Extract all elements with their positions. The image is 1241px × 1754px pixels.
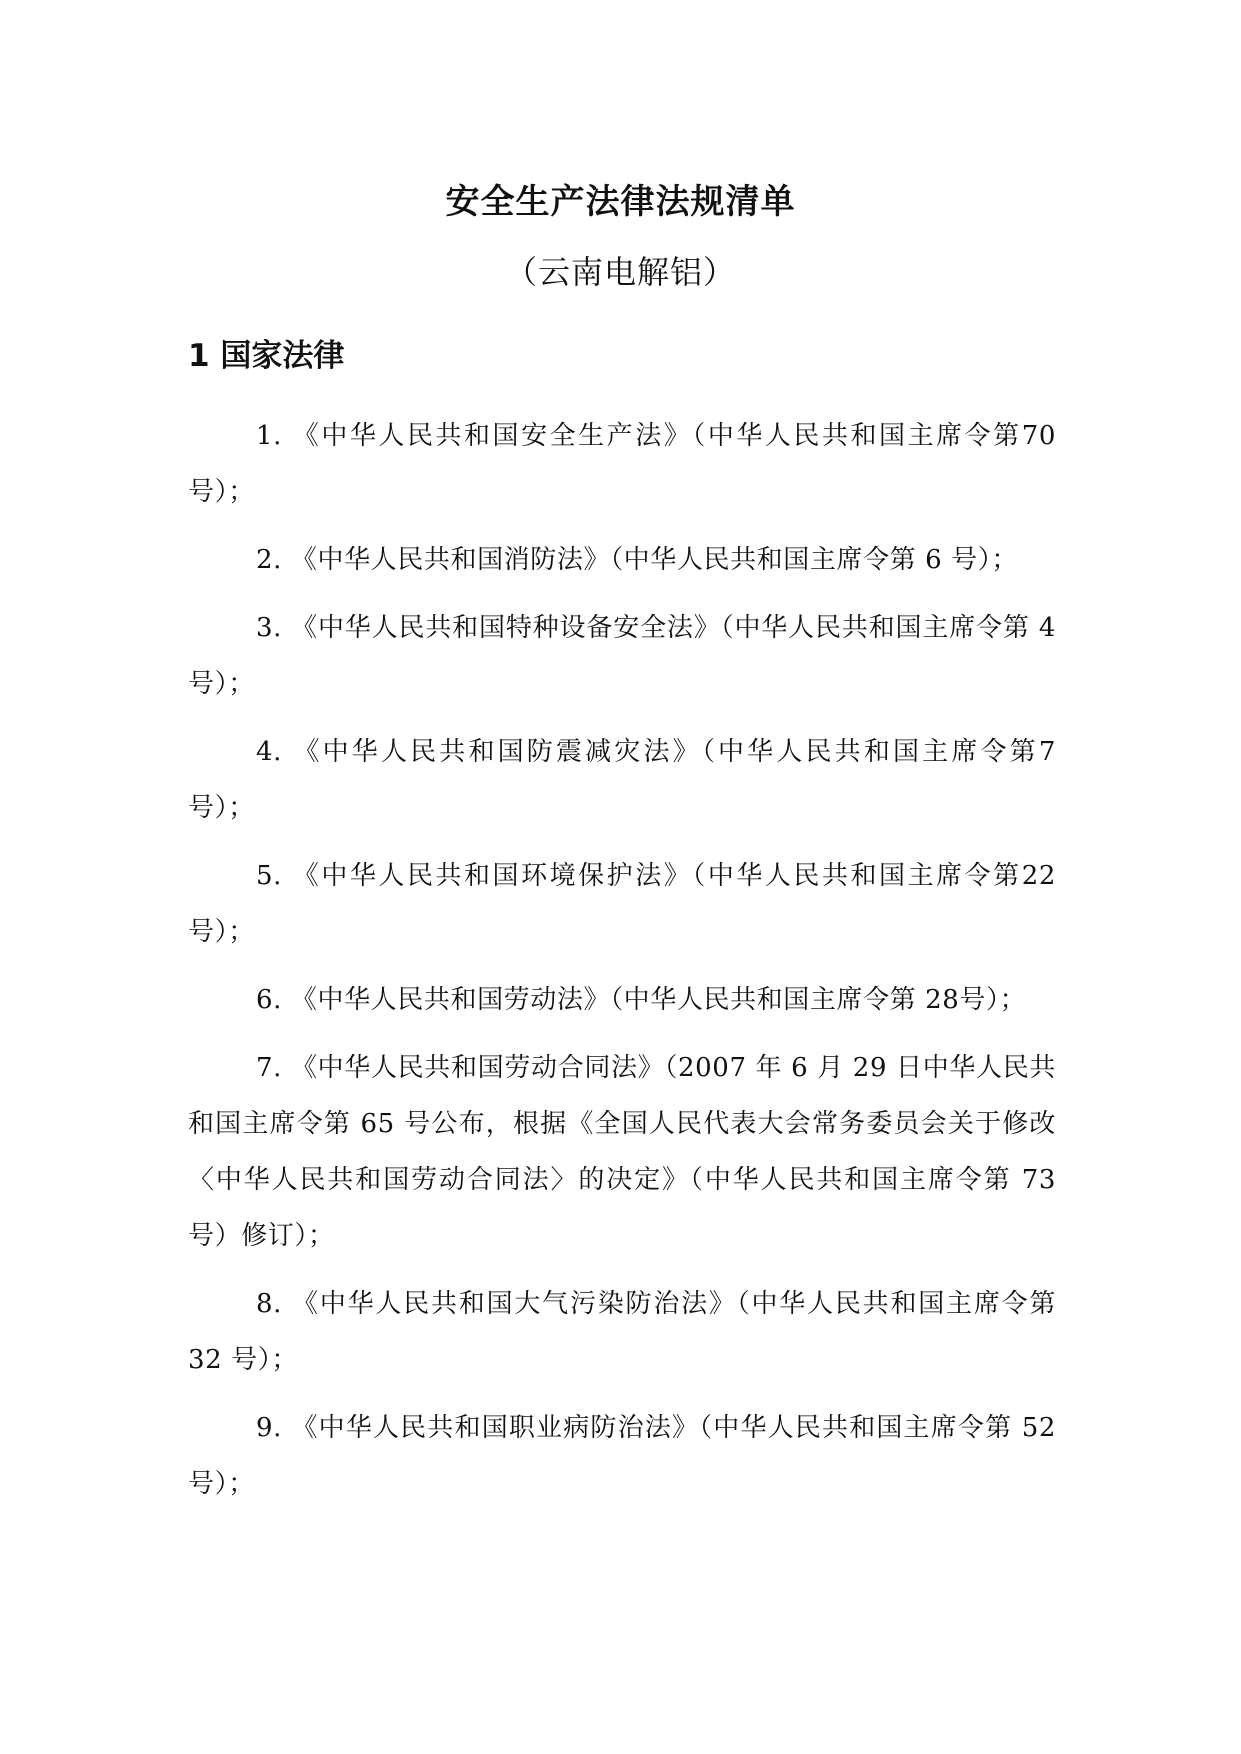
list-item: 1. 《中华人民共和国安全生产法》（中华人民共和国主席令第70 号）； xyxy=(188,421,1056,507)
list-item: 9. 《中华人民共和国职业病防治法》（中华人民共和国主席令第 52 号）； xyxy=(188,1413,1056,1499)
law-list xyxy=(188,408,1056,1524)
list-item: 5. 《中华人民共和国环境保护法》（中华人民共和国主席令第22 号）； xyxy=(188,861,1056,947)
section-heading: 1 国家法律 xyxy=(188,338,345,374)
list-item: 4. 《中华人民共和国防震减灾法》（中华人民共和国主席令第7 号）； xyxy=(188,737,1056,823)
document-subtitle: （云南电解铝） xyxy=(504,253,736,291)
document-title: 安全生产法律法规清单 xyxy=(445,182,796,222)
list-item: 2. 《中华人民共和国消防法》（中华人民共和国主席令第 6 号）； xyxy=(256,545,1018,575)
list-item: 3. 《中华人民共和国特种设备安全法》（中华人民共和国主席令第 4 号）； xyxy=(188,613,1056,699)
list-item: 6. 《中华人民共和国劳动法》（中华人民共和国主席令第 28号）； xyxy=(256,985,1027,1015)
list-item: 8. 《中华人民共和国大气污染防治法》（中华人民共和国主席令第 32 号）； xyxy=(188,1289,1056,1375)
list-item: 7. 《中华人民共和国劳动合同法》（2007 年 6 月 29 日中华人民共和国主席令第 65 号公布，根据《全国人民代表大会常务委员会关于修改〈中华人民共和国劳动合同法〉的决定》（中华人民共和国主席令第 73 号）修订）； xyxy=(188,1053,1056,1251)
